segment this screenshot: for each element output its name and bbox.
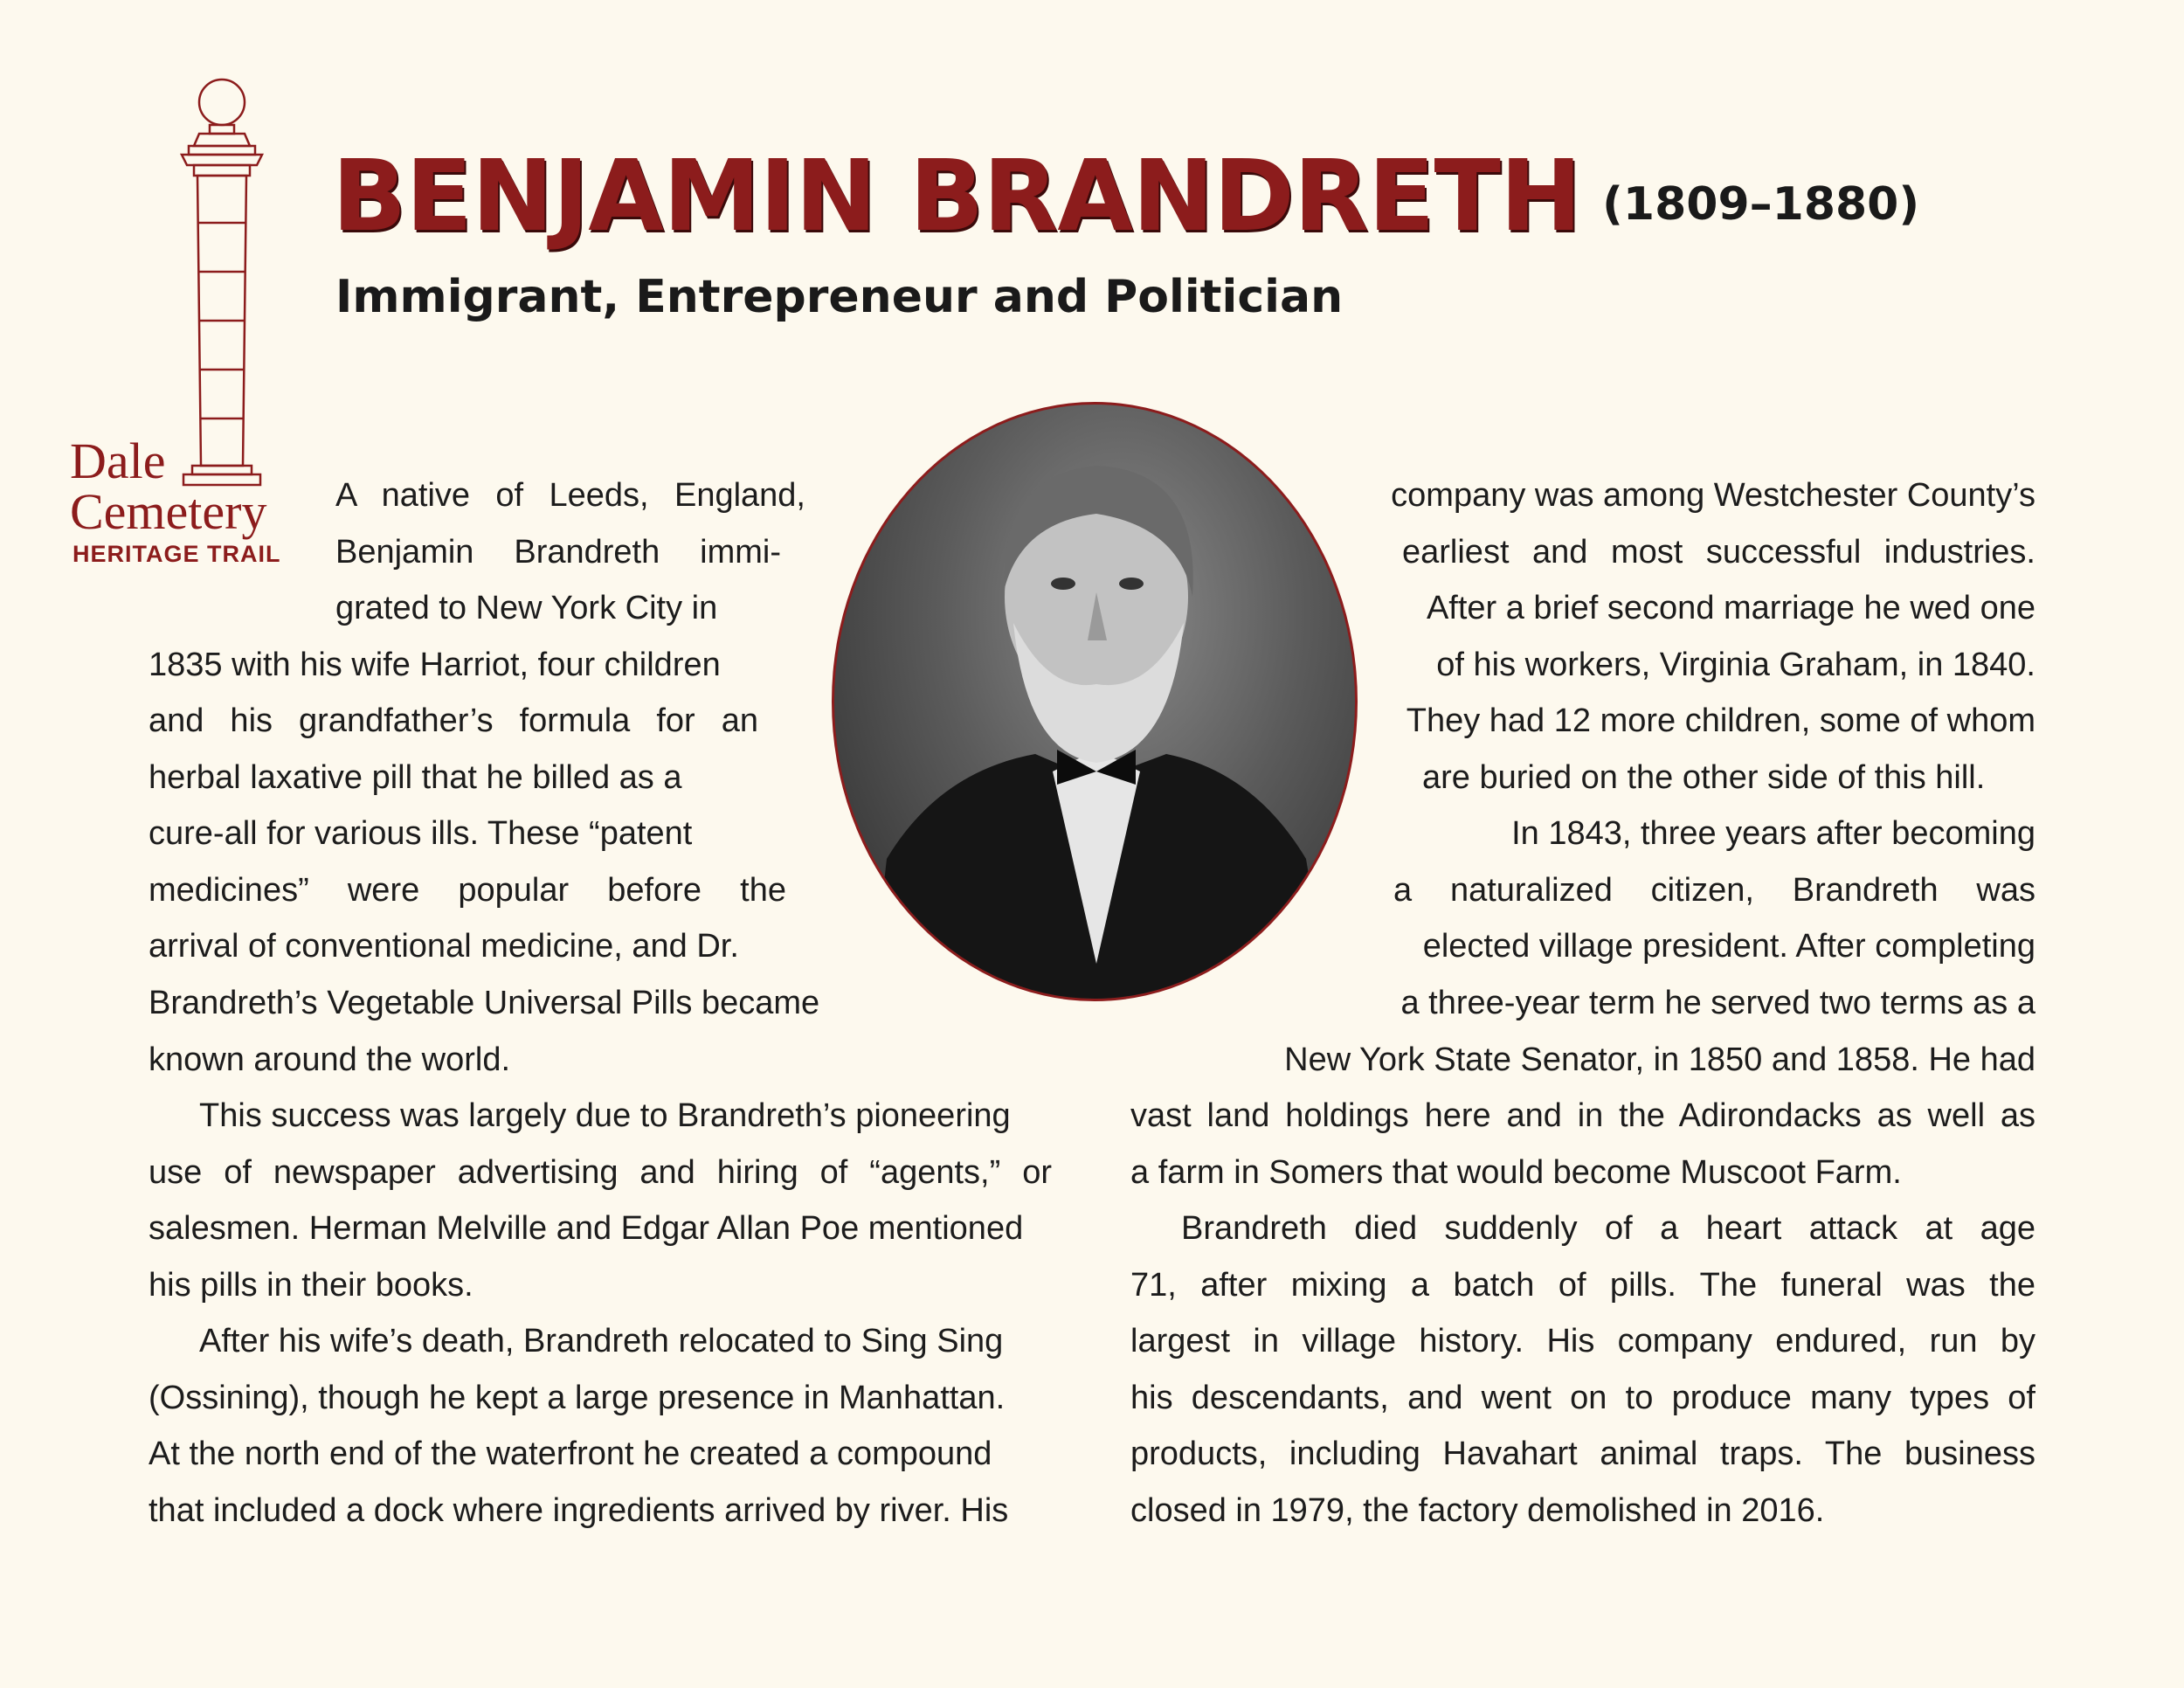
- left-text-line: cure-all for various ills. These “patent: [149, 815, 693, 852]
- logo-text-dale: Dale: [70, 432, 166, 489]
- page-title: [332, 140, 1919, 253]
- right-text-line: a farm in Somers that would become Muscoot Farm.: [1130, 1154, 1902, 1191]
- right-text-line: elected village president. After completing: [1422, 928, 2035, 965]
- title-years: (1809–1880): [1602, 178, 1920, 231]
- logo-text-cemetery: Cemetery: [70, 483, 267, 540]
- left-text-line: A native of Leeds, England,: [335, 477, 805, 514]
- right-text-line: of his workers, Virginia Graham, in 1840.: [1436, 647, 2035, 683]
- left-text-line: herbal laxative pill that he billed as a: [149, 759, 682, 796]
- right-text-line: In 1843, three years after becoming: [1511, 815, 2035, 852]
- left-text-line: that included a dock where ingredients arrived by river. His: [149, 1492, 1009, 1529]
- title-name: BENJAMIN BRANDRETH: [332, 140, 1581, 253]
- left-text-line: Benjamin Brandreth immi-: [335, 534, 781, 571]
- left-text-line: medicines” were popular before the: [149, 872, 786, 909]
- left-text-line: At the north end of the waterfront he created a compound: [149, 1435, 992, 1472]
- left-text-line: and his grandfather’s formula for an: [149, 702, 758, 739]
- left-text-line: 1835 with his wife Harriot, four children: [149, 647, 721, 683]
- subtitle: Immigrant, Entrepreneur and Politician: [335, 271, 1344, 323]
- column-logo-icon: [157, 74, 275, 489]
- logo-text-heritage-trail: HERITAGE TRAIL: [73, 541, 281, 567]
- left-text-line: Brandreth’s Vegetable Universal Pills became: [149, 985, 820, 1021]
- left-text-line: known around the world.: [149, 1041, 511, 1078]
- left-text-line: grated to New York City in: [335, 590, 718, 626]
- left-text-line: salesmen. Herman Melville and Edgar Allan Poe mentioned: [149, 1210, 1024, 1247]
- right-text-line: a three-year term he served two terms as a: [1400, 985, 2035, 1021]
- right-text-line: a naturalized citizen, Brandreth was: [1393, 872, 2035, 909]
- right-text-line: earliest and most successful industries.: [1402, 534, 2035, 571]
- left-text-line: his pills in their books.: [149, 1267, 473, 1304]
- right-text-line: Brandreth died suddenly of a heart attack at age: [1181, 1210, 2035, 1247]
- right-text-line: closed in 1979, the factory demolished in 2016.: [1130, 1492, 1825, 1529]
- left-text-line: arrival of conventional medicine, and Dr.: [149, 928, 739, 965]
- right-text-line: are buried on the other side of this hill.: [1422, 759, 1986, 796]
- right-text-line: his descendants, and went on to produce many types of: [1130, 1380, 2035, 1416]
- left-text-line: (Ossining), though he kept a large presence in Manhattan.: [149, 1380, 1006, 1416]
- right-text-line: products, including Havahart animal traps. The business: [1130, 1435, 2035, 1472]
- right-text-line: vast land holdings here and in the Adirondacks as well as: [1130, 1097, 2035, 1134]
- portrait-photo: [832, 402, 1358, 1001]
- right-text-line: They had 12 more children, some of whom: [1406, 702, 2035, 739]
- right-text-line: After a brief second marriage he wed one: [1426, 590, 2035, 626]
- right-text-line: company was among Westchester County’s: [1391, 477, 2035, 514]
- right-text-line: largest in village history. His company endured, run by: [1130, 1323, 2035, 1359]
- left-text-line: This success was largely due to Brandreth’s pioneering: [199, 1097, 1011, 1134]
- right-text-line: New York State Senator, in 1850 and 1858. He had: [1284, 1041, 2035, 1078]
- left-text-line: After his wife’s death, Brandreth relocated to Sing Sing: [199, 1323, 1004, 1359]
- right-text-line: 71, after mixing a batch of pills. The funeral was the: [1130, 1267, 2035, 1304]
- portrait-icon: [834, 405, 1355, 999]
- left-text-line: use of newspaper advertising and hiring of “agents,” or: [149, 1154, 1052, 1191]
